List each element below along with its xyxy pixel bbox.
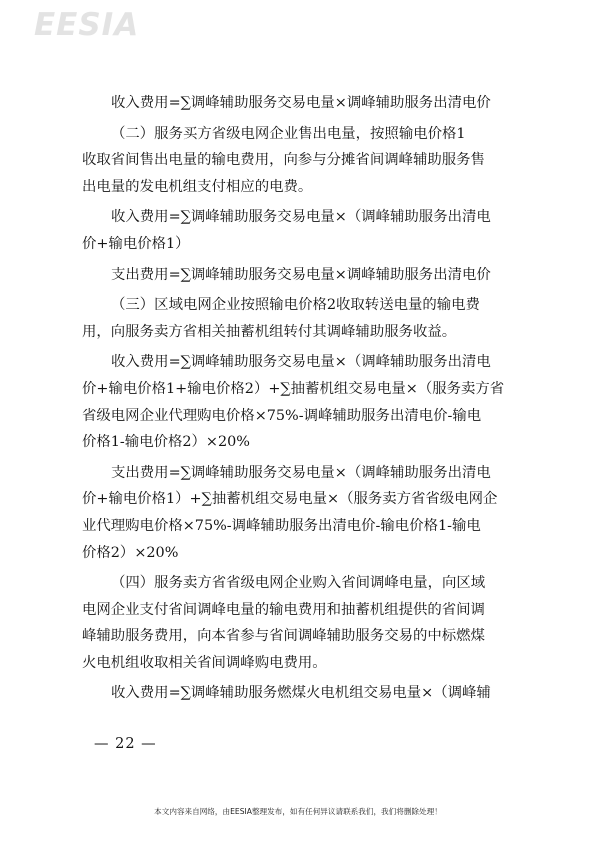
footer-disclaimer: 本文内容来自网络，由EESIA整理发布，如有任何异议请联系我们，我们将删除处理！ (154, 807, 442, 816)
text-line: 收入费用=∑调峰辅助服务交易电量×调峰辅助服务出清电价 (111, 95, 491, 111)
text-line: 价格2）×20% (82, 544, 179, 561)
text-line: 价+输电价格1）+∑抽蓄机组交易电量×（服务卖方省省级电网企 (82, 491, 498, 508)
text-line: 省级电网企业代理购电价格×75%-调峰辅助服务出清电价-输电 (82, 407, 482, 424)
paragraph (82, 460, 522, 566)
text-line: 收入费用=∑调峰辅助服务燃煤火电机组交易电量×（调峰辅 (111, 685, 491, 702)
text-line: 收入费用=∑调峰辅助服务交易电量×（调峰辅助服务出清电 (111, 209, 491, 226)
text-line: （三）区域电网企业按照输电价格2收取转送电量的输电费 (111, 297, 480, 314)
text-line: 价格1-输电价格2）×20% (82, 434, 250, 451)
paragraph (82, 204, 522, 257)
text-line: （二）服务买方省级电网企业售出电量，按照输电价格1 (111, 125, 466, 142)
paragraph (82, 262, 522, 289)
text-line: 电网企业支付省间调峰电量的输电费用和抽蓄机组提供的省间调 (82, 601, 485, 618)
paragraph (82, 570, 522, 676)
eesia-logo: EESIA (34, 7, 140, 43)
text-line: （四）服务卖方省省级电网企业购入省间调峰电量，向区域 (111, 575, 486, 592)
text-line: 价+输电价格1） (82, 235, 190, 252)
text-line: 用，向服务卖方省相关抽蓄机组转付其调峰辅助服务收益。 (82, 323, 457, 340)
text-line: 价+输电价格1+输电价格2）+∑抽蓄机组交易电量×（服务卖方省 (82, 380, 505, 397)
text-line: 出电量的发电机组支付相应的电费。 (82, 178, 313, 195)
text-line: 支出费用=∑调峰辅助服务交易电量×调峰辅助服务出清电价 (111, 266, 491, 283)
paragraph (82, 680, 522, 707)
paragraph (82, 121, 522, 201)
text-line: 收入费用=∑调峰辅助服务交易电量×（调峰辅助服务出清电 (111, 354, 491, 371)
paragraph (82, 90, 522, 117)
text-line: 收取省间售出电量的输电费用，向参与分摊省间调峰辅助服务售 (82, 152, 485, 169)
paragraph (82, 349, 522, 455)
text-line: 支出费用=∑调峰辅助服务交易电量×（调峰辅助服务出清电 (111, 464, 491, 481)
document-body (82, 90, 522, 711)
text-line: 峰辅助服务费用，向本省参与省间调峰辅助服务交易的中标燃煤 (82, 628, 485, 645)
paragraph (82, 292, 522, 345)
page-number: — 22 — (94, 736, 157, 752)
text-line: 业代理购电价格×75%-调峰辅助服务出清电价-输电价格1-输电 (82, 517, 481, 534)
text-line: 火电机组收取相关省间调峰购电费用。 (82, 654, 327, 671)
